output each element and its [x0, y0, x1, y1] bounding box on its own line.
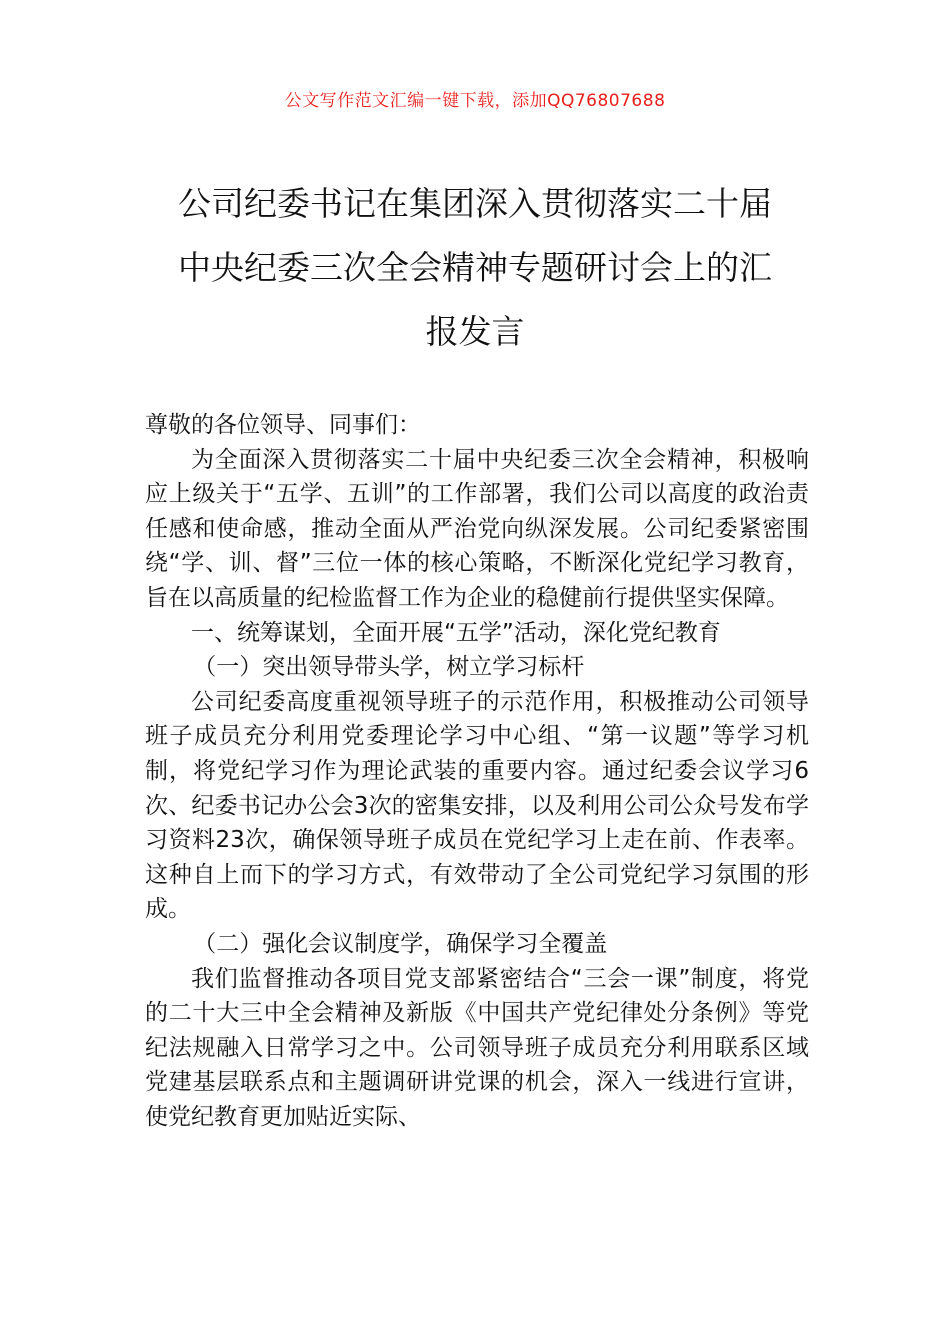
paragraph-intro: 为全面深入贯彻落实二十届中央纪委三次全会精神，积极响应上级关于“五学、五训”的工作部署，我们公司以高度的政治责任感和使命感，推动全面从严治党向纵深发展。公司纪委紧密围绕“学、训、督”三位一体的核心策略，不断深化党纪学习教育，旨在以高质量的纪检监督工作为企业的稳健前行提供坚实保障。 [145, 446, 809, 611]
paragraph-leadership: 公司纪委高度重视领导班子的示范作用，积极推动公司领导班子成员充分利用党委理论学习中心组、“第一议题”等学习机制，将党纪学习作为理论武装的重要内容。通过纪委会议学习6次、纪委书记办公会3次的密集安排，以及利用公司公众号发布学习资料23次，确保领导班子成员在党纪学习上走在前、作表率。这种自上而下的学习方式，有效带动了全公司党纪学习氛围的形成。 [145, 688, 809, 923]
title-line-3: 报发言 [425, 312, 525, 351]
download-notice: 公文写作范文汇编一键下载，添加QQ76807688 [284, 91, 666, 111]
title-line-1: 公司纪委书记在集团深入贯彻落实二十届 [178, 184, 772, 223]
document-title [150, 172, 800, 364]
salutation: 尊敬的各位领导、同事们： [145, 412, 421, 438]
title-line-2: 中央纪委三次全会精神专题研讨会上的汇 [178, 248, 772, 287]
subsection-heading-2: （二）强化会议制度学，确保学习全覆盖 [193, 930, 608, 957]
subsection-heading-1: （一）突出领导带头学，树立学习标杆 [193, 654, 585, 681]
document-body [145, 408, 809, 1134]
paragraph-meetings: 我们监督推动各项目党支部紧密结合“三会一课”制度，将党的二十大三中全会精神及新版《中国共产党纪律处分条例》等党纪法规融入日常学习之中。公司领导班子成员充分利用联系区域党建基层联系点和主题调研讲党课的机会，深入一线进行宣讲，使党纪教育更加贴近实际、 [145, 965, 809, 1130]
section-heading-1: 一、统筹谋划，全面开展“五学”活动，深化党纪教育 [191, 619, 721, 646]
